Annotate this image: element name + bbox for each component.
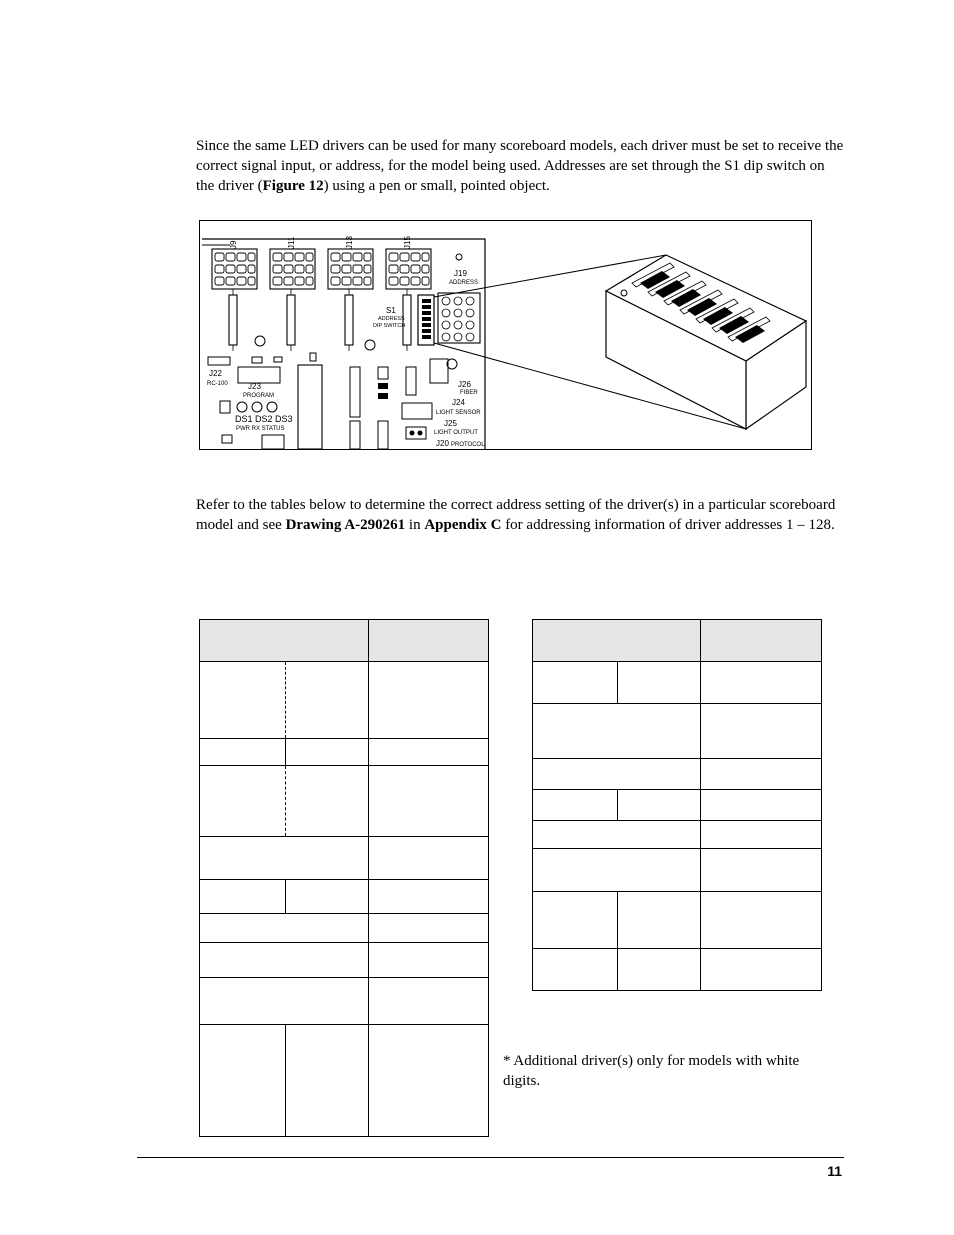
label-j19-address: ADDRESS [449, 280, 479, 286]
refer-text-before: Refer to the tables below to determine the correct address setting of the driver(s) in a particular scoreboard model and see [196, 497, 836, 533]
table-cell [200, 766, 286, 837]
table-cell [533, 821, 701, 849]
label-j22: J22 [209, 369, 222, 378]
refer-text-after: for addressing information of driver addresses 1 – 128. [501, 517, 835, 533]
table-row [200, 914, 489, 943]
table-header-row [533, 620, 822, 662]
label-s1: S1 [386, 306, 396, 315]
table-cell [617, 949, 701, 991]
table-cell [200, 978, 369, 1025]
table-header-row [200, 620, 489, 662]
intro-text-before: Since the same LED drivers can be used for many scoreboard models, each driver must be set to receive the correct signal input, or address, for the model being used. Addresses are set through the S1 dip switch on the driver ( [196, 138, 844, 194]
label-j24: J24 [452, 398, 465, 407]
table-cell [369, 766, 489, 837]
label-s1-dip-switch: DIP SWITCH [373, 323, 406, 329]
table-cell [285, 880, 369, 914]
table-row [533, 790, 822, 821]
label-j26: J26 [458, 380, 471, 389]
table-row [200, 1025, 489, 1137]
label-j9: J9 [229, 240, 238, 249]
table-cell [617, 790, 701, 821]
table-cell [200, 739, 286, 766]
table-cell [369, 837, 489, 880]
table-row [533, 849, 822, 892]
header-cell [533, 620, 701, 662]
intro-text-after: ) using a pen or small, pointed object. [323, 178, 550, 194]
table-row [533, 704, 822, 759]
label-rc100: RC-100 [207, 381, 228, 387]
table-row [533, 662, 822, 704]
table-cell [701, 892, 822, 949]
address-table-left [199, 619, 489, 1137]
refer-text-mid: in [405, 517, 425, 533]
table-cell [701, 704, 822, 759]
table-cell [533, 662, 618, 704]
table-row [533, 892, 822, 949]
label-light-sensor: LIGHT SENSOR [436, 410, 481, 416]
figure-reference: Figure 12 [262, 178, 324, 194]
label-j19: J19 [454, 269, 467, 278]
table-cell [701, 759, 822, 790]
table-cell [533, 759, 701, 790]
table-cell [200, 662, 286, 739]
table-cell [533, 790, 618, 821]
table-row [200, 880, 489, 914]
table-row [533, 821, 822, 849]
table-row [533, 949, 822, 991]
footnote: * Additional driver(s) only for models with white digits. [503, 1053, 800, 1089]
label-j25: J25 [444, 419, 457, 428]
label-j20: J20 [436, 439, 449, 448]
table-cell [285, 1025, 369, 1137]
table-cell [701, 821, 822, 849]
label-fiber: FIBER [460, 390, 478, 396]
figure-12-dip-switch-diagram [199, 220, 812, 450]
table-cell [617, 662, 701, 704]
table-row [200, 978, 489, 1025]
table-cell [701, 662, 822, 704]
table-cell [369, 943, 489, 978]
table-cell [533, 704, 701, 759]
label-light-output: LIGHT OUTPUT [434, 430, 478, 436]
table-cell [369, 914, 489, 943]
label-protocol: PROTOCOL [451, 442, 485, 448]
table-cell [701, 949, 822, 991]
driver-board-illustration [200, 221, 813, 451]
table-row [200, 837, 489, 880]
drawing-reference: Drawing A-290261 [285, 517, 406, 533]
label-pwr-rx-status: PWR RX STATUS [236, 426, 285, 432]
table-cell [200, 1025, 286, 1137]
table-cell [285, 662, 369, 739]
footer-divider [137, 1157, 844, 1158]
label-j23: J23 [248, 382, 261, 391]
label-j11: J11 [287, 236, 296, 249]
refer-paragraph [196, 495, 846, 535]
table-cell [369, 1025, 489, 1137]
label-ds1-ds3: DS1 DS2 DS3 [235, 414, 293, 424]
label-j13: J13 [345, 236, 354, 249]
page-number: 11 [827, 1163, 842, 1179]
table-cell [200, 914, 369, 943]
label-program: PROGRAM [243, 393, 275, 399]
table-row [200, 766, 489, 837]
table-cell [285, 739, 369, 766]
header-cell [200, 620, 369, 662]
table-cell [285, 766, 369, 837]
appendix-reference: Appendix C [424, 517, 502, 533]
table-cell [200, 943, 369, 978]
table-cell [617, 892, 701, 949]
table-cell [533, 949, 618, 991]
table-row [533, 759, 822, 790]
table-row [200, 943, 489, 978]
table-cell [369, 662, 489, 739]
label-s1-address: ADDRESS [378, 316, 405, 322]
table-row [200, 739, 489, 766]
table-cell [533, 849, 701, 892]
label-j15: J15 [403, 236, 412, 249]
table-cell [701, 849, 822, 892]
table-cell [369, 739, 489, 766]
table-cell [533, 892, 618, 949]
table-cell [369, 880, 489, 914]
table-cell [701, 790, 822, 821]
table-cell [200, 880, 286, 914]
table-cell [369, 978, 489, 1025]
header-cell [701, 620, 822, 662]
header-cell [369, 620, 489, 662]
table-row [200, 662, 489, 739]
table-cell [200, 837, 369, 880]
address-table-right [532, 619, 822, 991]
intro-paragraph [196, 136, 846, 196]
